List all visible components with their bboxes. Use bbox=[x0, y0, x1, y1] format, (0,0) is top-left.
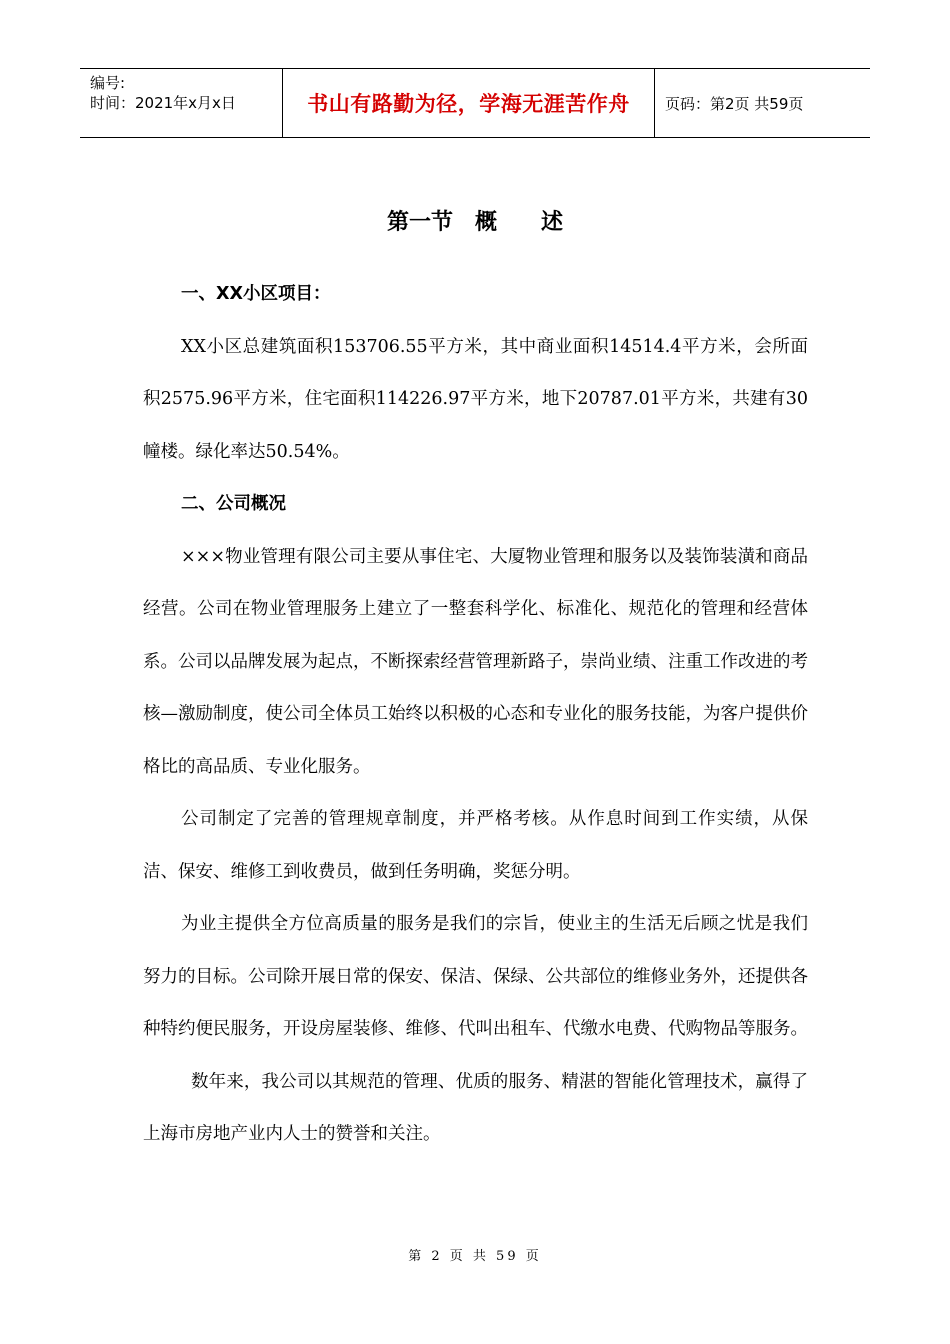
paragraph-company-business: ×××物业管理有限公司主要从事住宅、大厦物业管理和服务以及装饰装潢和商品经营。公司在物业管理服务上建立了一整套科学化、标准化、规范化的管理和经营体系。公司以品牌发展为起点，不断探索经营管理新路子，崇尚业绩、注重工作改进的考核—激励制度，使公司全体员工始终以积极的心态和专业化的服务技能，为客户提供价格比的高品质、专业化服务。 bbox=[143, 546, 808, 777]
paragraph-company-rules: 公司制定了完善的管理规章制度，并严格考核。从作息时间到工作实绩，从保洁、保安、维修工到收费员，做到任务明确，奖惩分明。 bbox=[143, 809, 808, 882]
document-time-label: 时间：2021年x月x日 bbox=[90, 94, 236, 112]
header-page-info: 页码：第2页 共59页 bbox=[665, 94, 804, 113]
paragraph-project-area: XX小区总建筑面积153706.55平方米，其中商业面积14514.4平方米，会所面积2575.96平方米，住宅面积114226.97平方米，地下20787.01平方米，共建有30幢楼。绿化率达50.54%。 bbox=[143, 336, 808, 462]
header-meta bbox=[80, 69, 282, 137]
title-part-1: 第一节 bbox=[386, 210, 453, 235]
section-title bbox=[0, 205, 950, 236]
paragraph-company-reputation: 数年来，我公司以其规范的管理、优质的服务、精湛的智能化管理技术，赢得了上海市房地产业内人士的赞誉和关注。 bbox=[143, 1071, 808, 1144]
page-header bbox=[80, 68, 870, 138]
document-body bbox=[143, 268, 808, 1161]
document-number-label: 编号: bbox=[90, 74, 126, 92]
title-part-2: 概 bbox=[474, 210, 497, 235]
section-heading-company: 二、公司概况 bbox=[181, 494, 286, 514]
header-motto: 书山有路勤为径，学海无涯苦作舟 bbox=[282, 69, 655, 137]
paragraph-company-services: 为业主提供全方位高质量的服务是我们的宗旨，使业主的生活无后顾之忧是我们努力的目标。公司除开展日常的保安、保洁、保绿、公共部位的维修业务外，还提供各种特约便民服务，开设房屋装修、维修、代叫出租车、代缴水电费、代购物品等服务。 bbox=[143, 914, 808, 1039]
section-heading-project: 一、XX小区项目： bbox=[181, 284, 331, 304]
page-footer: 第 2 页 共 59 页 bbox=[408, 1249, 542, 1264]
title-part-3: 述 bbox=[541, 210, 564, 235]
